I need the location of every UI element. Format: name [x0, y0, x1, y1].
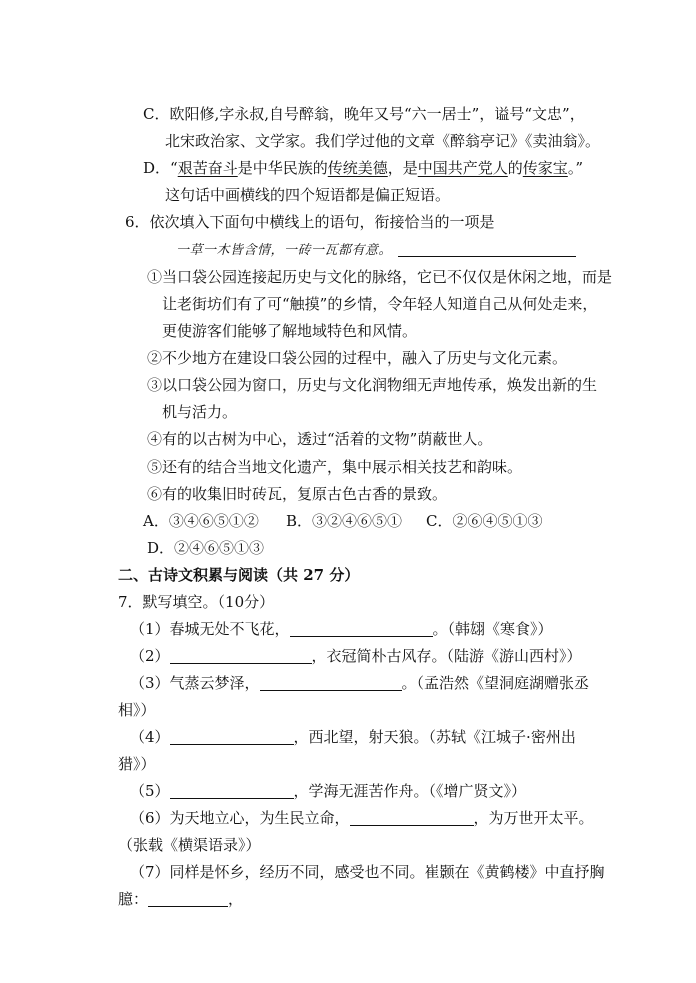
q7-item-6-prefix: （6）为天地立心，为生民立命，: [130, 809, 350, 827]
q7-item-7-blank[interactable]: [148, 890, 228, 907]
q5-option-c-line1: C．欧阳修,字永叔,自号醉翁，晚年又号“六一居士”，谥号“文忠”，: [143, 105, 585, 123]
q6-sentence-1-line2: 让老街坊们有了可“触摸”的乡情，令年轻人知道自己从何处走来，: [162, 295, 598, 313]
q5-d-suffix: 。”: [567, 159, 583, 177]
q7-item-3-blank[interactable]: [260, 674, 402, 691]
q7-item-3-suffix: 。（孟浩然《望洞庭湖赠张丞: [401, 674, 590, 692]
q6-sentence-5: ⑤还有的结合当地文化遗产，集中展示相关技艺和韵味。: [147, 458, 523, 476]
q7-item-6-blank[interactable]: [350, 809, 474, 826]
q7-item-3: [130, 672, 589, 694]
q7-item-5-suffix: ，学海无涯苦作舟。（《增广贤文》）: [293, 782, 527, 800]
q5-d-text-1: 是中华民族的: [237, 159, 328, 177]
q5-d-text-3: 的: [507, 159, 523, 177]
q7-item-4: [130, 726, 576, 748]
q7-stem: 7．默写填空。（10分）: [118, 593, 275, 611]
q7-item-4-blank[interactable]: [170, 728, 294, 745]
q7-item-1-suffix: 。（韩翃《寒食》）: [432, 620, 553, 638]
q7-item-4-prefix: （4）: [130, 728, 170, 746]
q6-sentence-2: ②不少地方在建设口袋公园的过程中，融入了历史与文化元素。: [147, 349, 568, 367]
q5-d-underlined-phrase-4: 传家宝: [522, 159, 568, 177]
q6-quote: 一草一木皆含情，一砖一瓦都有意。: [176, 243, 393, 258]
q5-option-d-line1: [143, 157, 583, 179]
q6-answer-blank[interactable]: [398, 240, 576, 257]
q6-sentence-1-line1: ①当口袋公园连接起历史与文化的脉络，它已不仅仅是休闲之地，而是: [147, 268, 613, 286]
q6-options-row: [143, 510, 542, 532]
q6-sentence-3-line2: 机与活力。: [162, 403, 238, 421]
q5-d-prefix: D．“: [143, 159, 178, 177]
q5-d-underlined-phrase-2: 传统美德: [327, 159, 388, 177]
q7-item-2: [130, 645, 582, 667]
q6-option-a[interactable]: A．③④⑥⑤①②: [143, 512, 259, 530]
q6-sentence-6: ⑥有的收集旧时砖瓦，复原古色古香的景致。: [147, 485, 448, 503]
q7-item-7-line2: [118, 888, 243, 910]
q6-sentence-3-line1: ③以口袋公园为窗口，历史与文化润物细无声地传承，焕发出新的生: [147, 376, 598, 394]
q7-item-4-suffix: ，西北望，射天狼。（苏轼《江城子·密州出: [293, 728, 576, 746]
section-2-title: 二、古诗文积累与阅读（共 27 分）: [118, 566, 360, 584]
q7-item-6-suffix: ，为万世开太平。: [473, 809, 594, 827]
q7-item-5-blank[interactable]: [170, 782, 294, 799]
q7-item-2-prefix: （2）: [130, 647, 170, 665]
q7-item-2-suffix: ，衣冠简朴古风存。（陆游《游山西村》）: [311, 647, 582, 665]
q6-sentence-4: ④有的以古树为中心，透过“活着的文物”荫蔽世人。: [147, 430, 493, 448]
q7-item-3-prefix: （3）气蒸云梦泽，: [130, 674, 260, 692]
q7-item-7-line1: （7）同样是怀乡，经历不同，感受也不同。崔颢在《黄鹤楼》中直抒胸: [130, 863, 605, 881]
q7-item-1: [130, 618, 553, 640]
q6-sentence-1-line3: 更使游客们能够了解地域特色和风情。: [162, 322, 418, 340]
q7-item-1-blank[interactable]: [290, 620, 433, 637]
q7-item-5-prefix: （5）: [130, 782, 170, 800]
q6-option-c[interactable]: C．②⑥④⑤①③: [426, 512, 543, 530]
q6-stem: 6．依次填入下面句中横线上的语句，衔接恰当的一项是: [125, 213, 495, 231]
q7-item-5: [130, 780, 526, 802]
q5-option-c-line2: 北宋政治家、文学家。我们学过他的文章《醉翁亭记》《卖油翁》。: [165, 132, 601, 150]
q6-quote-line: [176, 238, 576, 262]
q5-option-d-line2: 这句话中画横线的四个短语都是偏正短语。: [165, 186, 451, 204]
q7-item-7-prefix: 臆：: [118, 890, 149, 908]
q5-d-text-2: ，是: [387, 159, 418, 177]
q5-d-underlined-phrase-3: 中国共产党人: [417, 159, 508, 177]
q7-item-2-blank[interactable]: [170, 647, 312, 664]
q6-option-d[interactable]: D．②④⑥⑤①③: [147, 539, 265, 557]
q7-item-3-line2: 相》）: [118, 701, 156, 719]
q7-item-1-prefix: （1）春城无处不飞花，: [130, 620, 290, 638]
q7-item-6-line2: （张载《横渠语录》）: [118, 836, 261, 854]
q6-option-b[interactable]: B．③②④⑥⑤①: [286, 512, 403, 530]
q7-item-7-suffix: ，: [228, 890, 244, 908]
q7-item-4-line2: 猎》）: [118, 755, 156, 773]
q5-d-underlined-phrase-1: 艰苦奋斗: [177, 159, 238, 177]
q7-item-6: [130, 807, 594, 829]
